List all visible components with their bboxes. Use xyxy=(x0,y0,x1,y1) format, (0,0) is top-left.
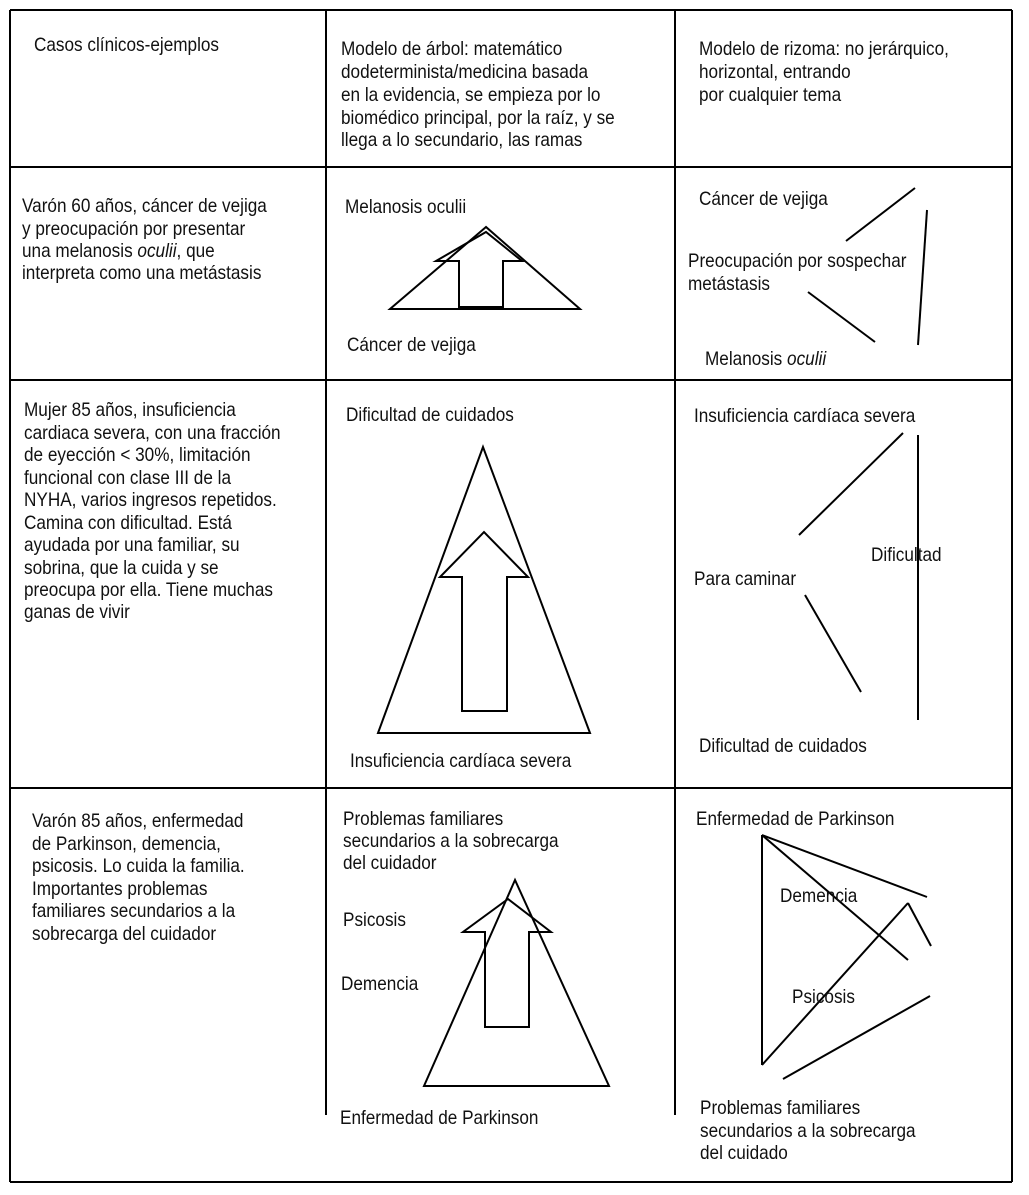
case3-line-5: familiares secundarios a la xyxy=(32,900,236,922)
case2-line-1: Mujer 85 años, insuficiencia xyxy=(24,399,236,421)
header-tree-line-2: dodeterminista/medicina basada xyxy=(341,61,589,83)
rhizome2-label-b: Dificultad xyxy=(871,544,942,566)
case2-line-10: ganas de vivir xyxy=(24,601,130,623)
header-tree-line-5: llega a lo secundario, las ramas xyxy=(341,129,583,151)
header-rhizome-line-3: por cualquier tema xyxy=(699,84,842,106)
rhizome3-label-d-2: secundarios a la sobrecarga xyxy=(700,1120,916,1142)
case2-line-9: preocupa por ella. Tiene muchas xyxy=(24,579,273,601)
rhizome1-label-a: Cáncer de vejiga xyxy=(699,188,828,210)
case1-line-3: una melanosis oculii, que xyxy=(22,240,215,262)
rhizome2-label-c: Para caminar xyxy=(694,568,797,590)
case1-line-2: y preocupación por presentar xyxy=(22,218,246,240)
rhizome3-label-c: Psicosis xyxy=(792,986,855,1008)
tree3-top-line-3: del cuidador xyxy=(343,852,437,874)
case1-line-1: Varón 60 años, cáncer de vejiga xyxy=(22,195,267,217)
case2-line-2: cardiaca severa, con una fracción xyxy=(24,422,281,444)
rhizome-diagram-3 xyxy=(762,835,931,1079)
case3-line-1: Varón 85 años, enfermedad xyxy=(32,810,244,832)
rhizome2-label-d: Dificultad de cuidados xyxy=(699,735,867,757)
case3-line-2: de Parkinson, demencia, xyxy=(32,833,221,855)
tree1-top-label: Melanosis oculii xyxy=(345,196,467,218)
tree3-mid-label-1: Psicosis xyxy=(343,909,406,931)
case2-line-5: NYHA, varios ingresos repetidos. xyxy=(24,489,277,511)
tree1-bottom-label: Cáncer de vejiga xyxy=(347,334,476,356)
rhizome2-label-a: Insuficiencia cardíaca severa xyxy=(694,405,916,427)
case2-line-6: Camina con dificultad. Está xyxy=(24,512,232,534)
case2-line-8: sobrina, que la cuida y se xyxy=(24,557,219,579)
case3-line-3: psicosis. Lo cuida la familia. xyxy=(32,855,245,877)
rhizome1-label-c: Melanosis oculii xyxy=(705,348,827,370)
tree-diagram-1 xyxy=(390,227,580,309)
header-tree-line-4: biomédico principal, por la raíz, y se xyxy=(341,107,615,129)
header-cases: Casos clínicos-ejemplos xyxy=(34,34,220,56)
tree-diagram-2 xyxy=(378,447,590,733)
case2-line-4: funcional con clase III de la xyxy=(24,467,232,489)
case3-line-6: sobrecarga del cuidador xyxy=(32,923,217,945)
rhizome1-label-b-2: metástasis xyxy=(688,273,771,295)
tree-diagram-3 xyxy=(424,880,609,1086)
tree3-mid-label-2: Demencia xyxy=(341,973,419,995)
tree2-bottom-label: Insuficiencia cardíaca severa xyxy=(350,750,572,772)
case2-line-7: ayudada por una familiar, su xyxy=(24,534,240,556)
rhizome3-label-d-1: Problemas familiares xyxy=(700,1097,861,1119)
header-rhizome-line-2: horizontal, entrando xyxy=(699,61,851,83)
rhizome3-label-b: Demencia xyxy=(780,885,858,907)
rhizome1-label-b-1: Preocupación por sospechar xyxy=(688,250,907,272)
rhizome3-label-a: Enfermedad de Parkinson xyxy=(696,808,895,830)
case3-line-4: Importantes problemas xyxy=(32,878,208,900)
tree3-bottom-label: Enfermedad de Parkinson xyxy=(340,1107,539,1129)
header-tree-line-3: en la evidencia, se empieza por lo xyxy=(341,84,601,106)
tree3-top-line-2: secundarios a la sobrecarga xyxy=(343,830,559,852)
tree2-top-label: Dificultad de cuidados xyxy=(346,404,514,426)
case1-line-4: interpreta como una metástasis xyxy=(22,262,262,284)
rhizome-diagram-2 xyxy=(799,433,918,720)
case2-line-3: de eyección < 30%, limitación xyxy=(24,444,251,466)
header-tree-line-1: Modelo de árbol: matemático xyxy=(341,38,563,60)
header-rhizome-line-1: Modelo de rizoma: no jerárquico, xyxy=(699,38,949,60)
tree3-top-line-1: Problemas familiares xyxy=(343,808,504,830)
rhizome3-label-d-3: del cuidado xyxy=(700,1142,788,1164)
